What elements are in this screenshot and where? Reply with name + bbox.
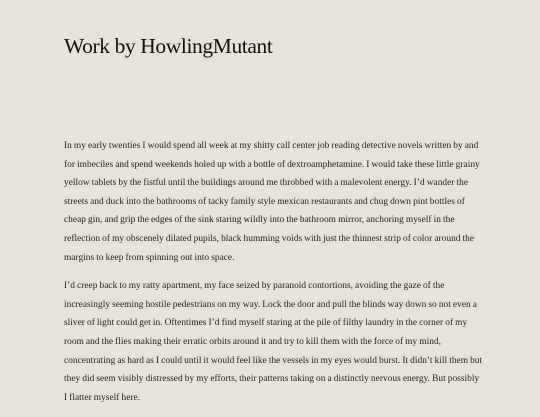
story-paragraph-2: I’d creep back to my ratty apartment, my face seized by paranoid contortions, avoiding the gaze of the increasingly seeming hostile pedestrians on my way. Lock the door and pull the blinds way down so not even a sliver of light could get in. Oftentimes I’d find myself staring at the pile of filthy laundry in the corner of my room and the flies making their erratic orbits around it and try to kill them with the force of my mind, concentrating as hard as I could until it would feel like the vessels in my eyes would burst. It didn’t kill them but they did seem visibly distressed by my efforts, their patterns taking on a distinctly nervous energy. But possibly I flatter myself here. <box>64 281 483 403</box>
story-body <box>64 137 484 417</box>
page-title: Work by HowlingMutant <box>64 34 273 58</box>
story-paragraph-1: In my early twenties I would spend all week at my shitty call center job reading detective novels written by and for imbeciles and spend weekends holed up with a bottle of dextroamphetamine. I would take these little grainy yellow tablets by the fistful until the buildings around me throbbed with a malevolent energy. I’d wander the streets and duck into the bathrooms of tacky family style mexican restaurants and chug down pint bottles of cheap gin, and grip the edges of the sink staring wildly into the bathroom mirror, anchoring myself in the reflection of my obscenely dilated pupils, black humming voids with just the thinnest strip of color around the margins to keep from spinning out into space. <box>64 141 480 263</box>
